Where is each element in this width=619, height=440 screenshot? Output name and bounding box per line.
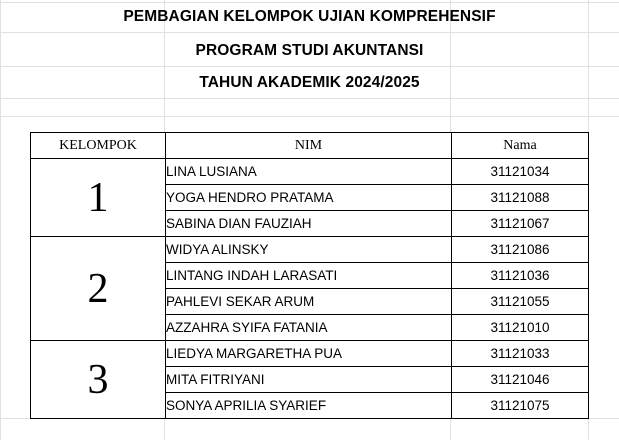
student-id[interactable]: 31121088 [452, 185, 589, 211]
student-name[interactable]: YOGA HENDRO PRATAMA [166, 185, 452, 211]
student-name[interactable]: WIDYA ALINSKY [166, 237, 452, 263]
page-subtitle-program: PROGRAM STUDI AKUNTANSI [195, 42, 424, 59]
student-id[interactable]: 31121086 [452, 237, 589, 263]
gridline [0, 98, 619, 99]
student-id[interactable]: 31121010 [452, 315, 589, 341]
student-name[interactable]: SONYA APRILIA SYARIEF [166, 393, 452, 419]
group-table [30, 132, 589, 419]
gridline [0, 32, 619, 33]
page-title: PEMBAGIAN KELOMPOK UJIAN KOMPREHENSIF [123, 8, 496, 25]
student-name[interactable]: PAHLEVI SEKAR ARUM [166, 289, 452, 315]
student-id[interactable]: 31121034 [452, 159, 589, 185]
header-kelompok: KELOMPOK [31, 133, 166, 159]
header-nim: NIM [166, 133, 452, 159]
gridline [0, 2, 619, 3]
student-id[interactable]: 31121036 [452, 263, 589, 289]
student-id[interactable]: 31121055 [452, 289, 589, 315]
gridline [0, 66, 619, 67]
table-row[interactable] [31, 237, 589, 263]
student-id[interactable]: 31121046 [452, 367, 589, 393]
group-number[interactable]: 1 [31, 159, 166, 237]
student-id[interactable]: 31121075 [452, 393, 589, 419]
gridline [0, 116, 619, 117]
group-number[interactable]: 3 [31, 341, 166, 419]
page-subtitle-year: TAHUN AKADEMIK 2024/2025 [199, 74, 420, 91]
student-name[interactable]: LINA LUSIANA [166, 159, 452, 185]
table-row[interactable] [31, 159, 589, 185]
student-name[interactable]: MITA FITRIYANI [166, 367, 452, 393]
student-name[interactable]: LIEDYA MARGARETHA PUA [166, 341, 452, 367]
student-name[interactable]: LINTANG INDAH LARASATI [166, 263, 452, 289]
student-id[interactable]: 31121067 [452, 211, 589, 237]
group-number[interactable]: 2 [31, 237, 166, 341]
student-name[interactable]: AZZAHRA SYIFA FATANIA [166, 315, 452, 341]
student-name[interactable]: SABINA DIAN FAUZIAH [166, 211, 452, 237]
header-nama: Nama [452, 133, 589, 159]
table-row[interactable] [31, 341, 589, 367]
student-id[interactable]: 31121033 [452, 341, 589, 367]
